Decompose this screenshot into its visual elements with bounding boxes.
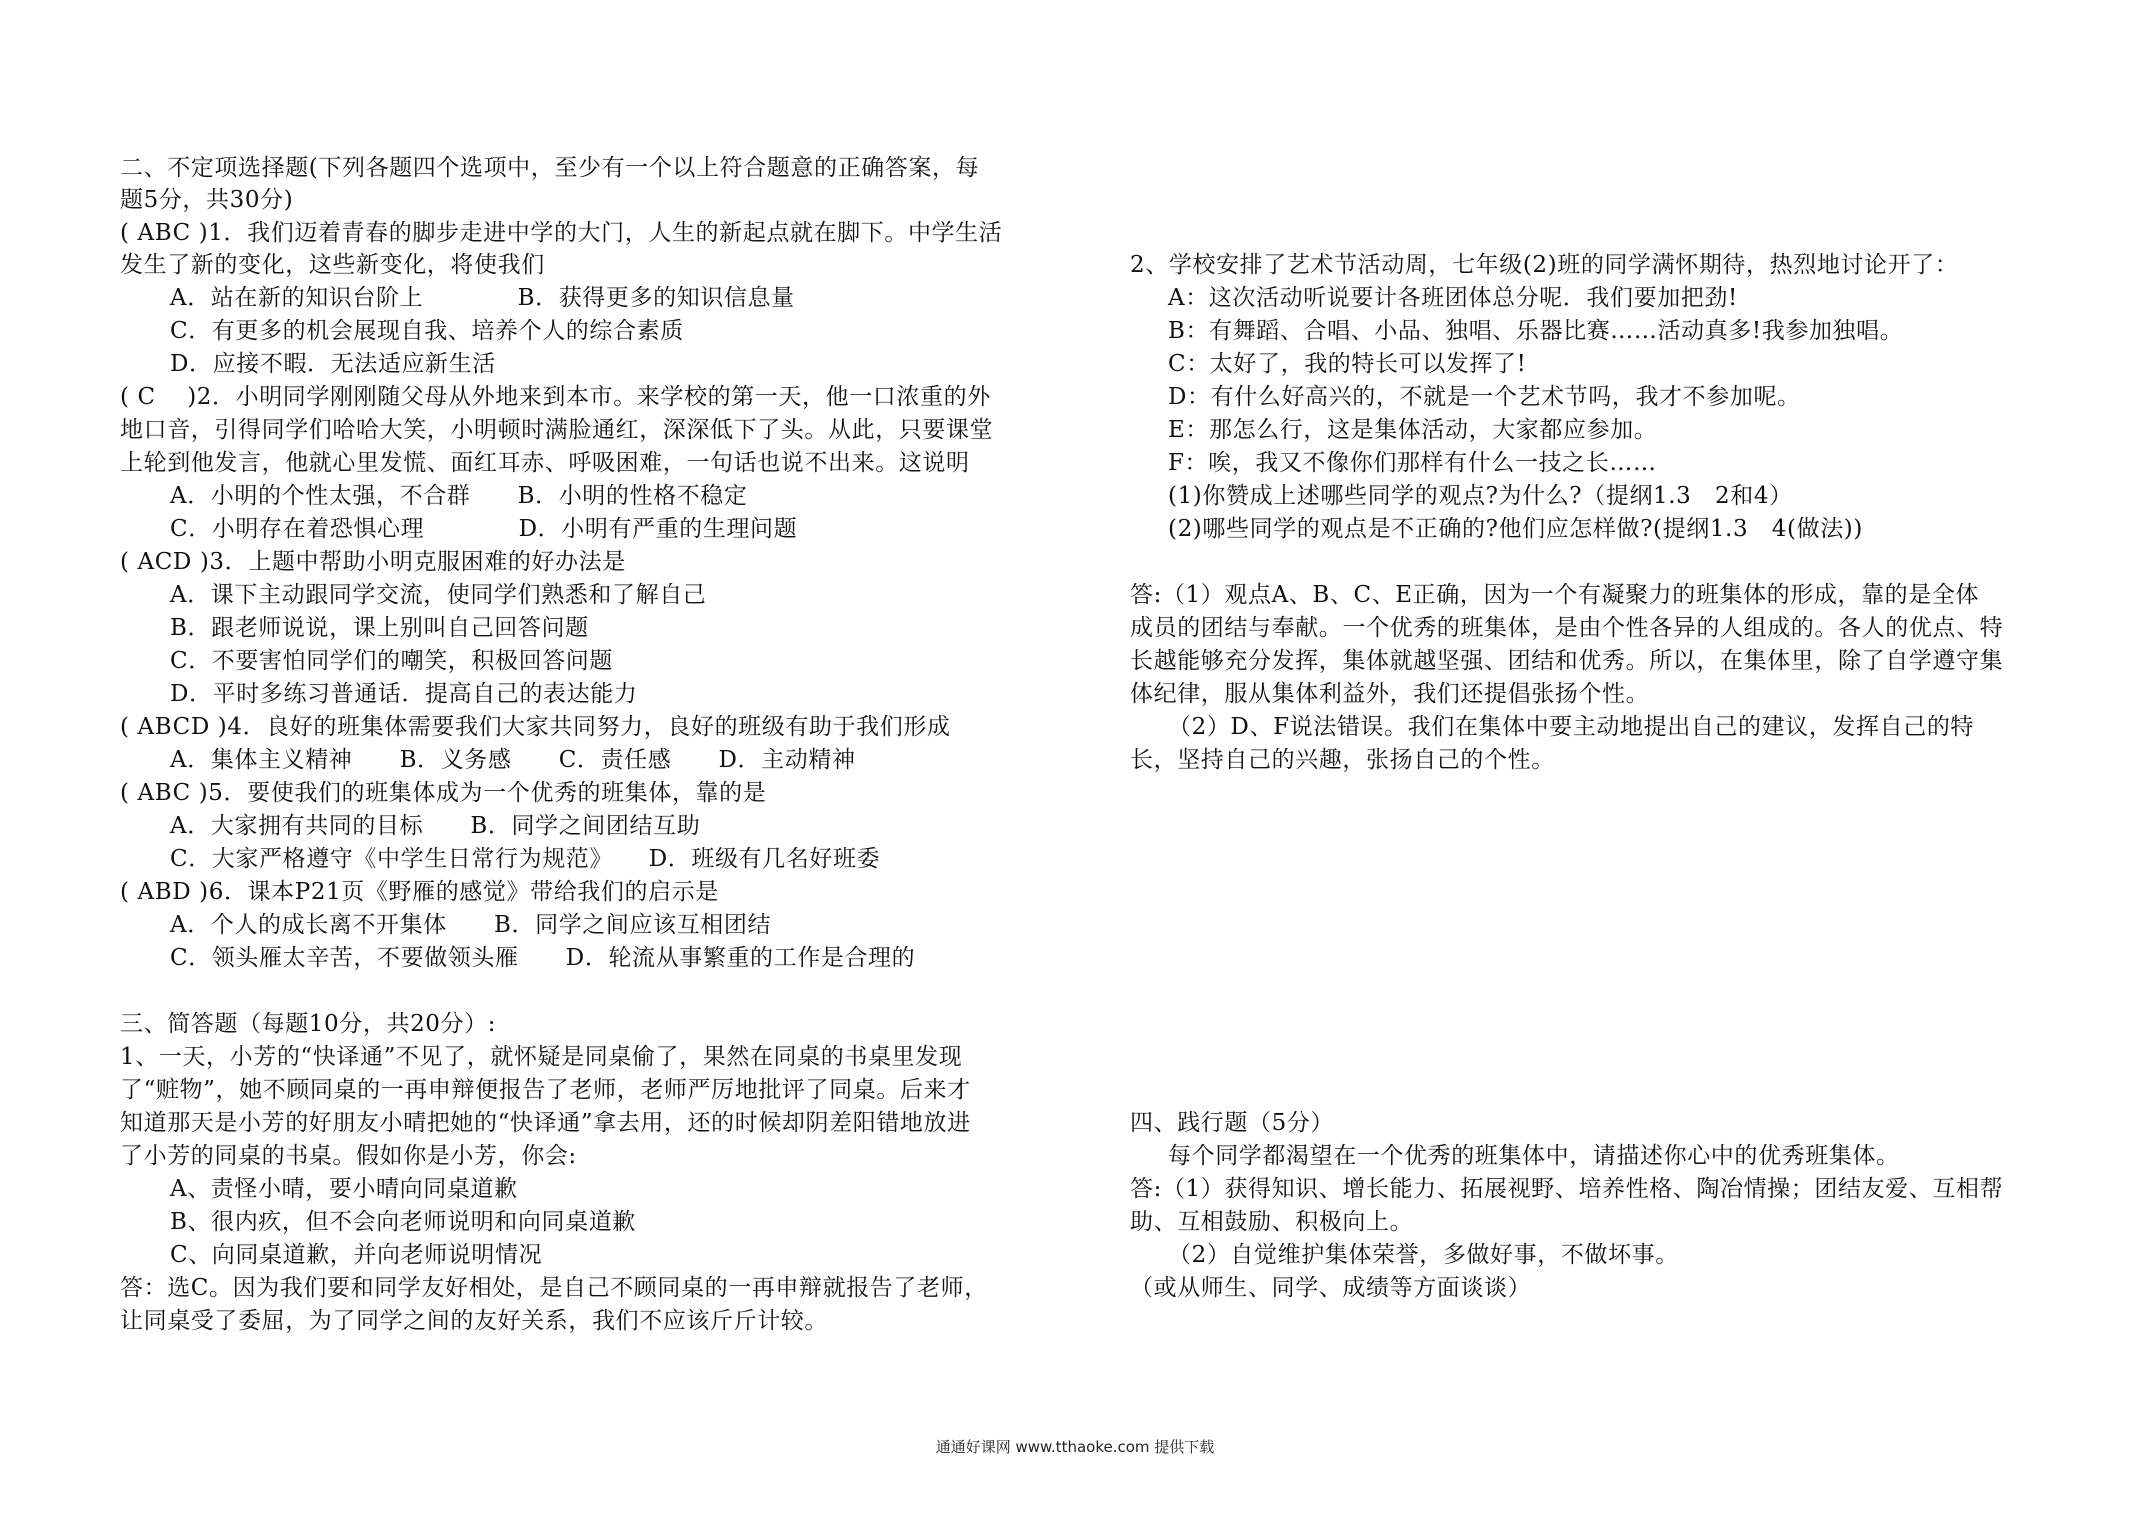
s4-answer-part2: （2）自觉维护集体荣誉，多做好事，不做坏事。 <box>1168 1242 1679 1268</box>
q5-option: C．大家严格遵守《中学生日常行为规范》 D．班级有几名好班委 <box>170 846 881 872</box>
q1-option: D．应接不暇．无法适应新生活 <box>170 351 496 377</box>
q2-answer-part2-cont: 长，坚持自己的兴趣，张扬自己的个性。 <box>1130 747 1555 773</box>
q2-statement: B：有舞蹈、合唱、小品、独唱、乐器比赛……活动真多!我参加独唱。 <box>1168 318 1904 344</box>
q1-stem-cont: 发生了新的变化，这些新变化，将使我们 <box>120 252 545 278</box>
q5-option: A．大家拥有共同的目标 B．同学之间团结互助 <box>170 813 701 839</box>
q6-option: A．个人的成长离不开集体 B．同学之间应该互相团结 <box>170 912 772 938</box>
q2-answer-cont: 长越能够充分发挥，集体就越坚强、团结和优秀。所以，在集体里，除了自学遵守集 <box>1130 648 2004 674</box>
q4-option: A．集体主义精神 B．义务感 C．责任感 D．主动精神 <box>170 747 856 773</box>
q2-discussion-stem: 2、学校安排了艺术节活动周，七年级(2)班的同学满怀期待，热烈地讨论开了： <box>1130 252 1959 278</box>
s3-q1-stem: 1、一天，小芳的“快译通”不见了，就怀疑是同桌偷了，果然在同桌的书桌里发现 <box>120 1044 963 1070</box>
q2-answer-cont: 成员的团结与奉献。一个优秀的班集体，是由个性各异的人组成的。各人的优点、特 <box>1130 615 2004 641</box>
q2-stem: ( C )2．小明同学刚刚随父母从外地来到本市。来学校的第一天，他一口浓重的外 <box>120 384 991 410</box>
q2-option: C．小明存在着恐惧心理 D．小明有严重的生理问题 <box>170 516 798 542</box>
s4-answer-note: （或从师生、同学、成绩等方面谈谈） <box>1130 1275 1532 1301</box>
s4-answer-cont: 助、互相鼓励、积极向上。 <box>1130 1209 1414 1235</box>
q2-statement: E：那怎么行，这是集体活动，大家都应参加。 <box>1168 417 1658 443</box>
q2-answer: 答:（1）观点A、B、C、E正确，因为一个有凝聚力的班集体的形成，靠的是全体 <box>1130 582 1980 608</box>
q3-option: A．课下主动跟同学交流，使同学们熟悉和了解自己 <box>170 582 707 608</box>
footer-credit: 通通好课网 www.tthaoke.com 提供下载 <box>935 1438 1215 1456</box>
section-3-title: 三、简答题（每题10分，共20分）: <box>120 1011 497 1037</box>
q2-answer-cont: 体纪律，服从集体利益外，我们还提倡张扬个性。 <box>1130 681 1650 707</box>
q1-option: C．有更多的机会展现自我、培养个人的综合素质 <box>170 318 684 344</box>
q3-option: B．跟老师说说，课上别叫自己回答问题 <box>170 615 589 641</box>
q2-statement: F：唉，我又不像你们那样有什么一技之长…… <box>1168 450 1657 476</box>
s3-q1-answer-cont: 让同桌受了委屈，为了同学之间的友好关系，我们不应该斤斤计较。 <box>120 1308 828 1334</box>
s3-q1-option: B、很内疚，但不会向老师说明和向同桌道歉 <box>170 1209 636 1235</box>
section-2-title-cont: 题5分，共30分) <box>120 187 294 213</box>
s3-q1-stem-cont: 了“赃物”，她不顾同桌的一再申辩便报告了老师，老师严厉地批评了同桌。后来才 <box>120 1077 971 1103</box>
q3-option: C．不要害怕同学们的嘲笑，积极回答问题 <box>170 648 613 674</box>
q2-stem-cont: 上轮到他发言，他就心里发慌、面红耳赤、呼吸困难，一句话也说不出来。这说明 <box>120 450 970 476</box>
q6-stem: ( ABD )6．课本P21页《野雁的感觉》带给我们的启示是 <box>120 879 719 905</box>
q4-stem: ( ABCD )4．良好的班集体需要我们大家共同努力，良好的班级有助于我们形成 <box>120 714 951 740</box>
q2-option: A．小明的个性太强，不合群 B．小明的性格不稳定 <box>170 483 748 509</box>
q2-stem-cont: 地口音，引得同学们哈哈大笑，小明顿时满脸通红，深深低下了头。从此，只要课堂 <box>120 417 994 443</box>
s3-q1-option: A、责怪小晴，要小晴向同桌道歉 <box>170 1176 518 1202</box>
q1-stem: ( ABC )1．我们迈着青春的脚步走进中学的大门，人生的新起点就在脚下。中学生活 <box>120 220 1003 246</box>
section-4-title: 四、践行题（5分） <box>1130 1110 1335 1136</box>
q2-statement: D：有什么好高兴的，不就是一个艺术节吗，我才不参加呢。 <box>1168 384 1801 410</box>
q2-prompt: (1)你赞成上述哪些同学的观点?为什么?（提纲1.3 2和4） <box>1168 483 1793 509</box>
s3-q1-answer: 答：选C。因为我们要和同学友好相处，是自己不顾同桌的一再申辩就报告了老师， <box>120 1275 988 1301</box>
s4-answer: 答:（1）获得知识、增长能力、拓展视野、培养性格、陶冶情操；团结友爱、互相帮 <box>1130 1176 2004 1202</box>
q2-statement: C：太好了，我的特长可以发挥了! <box>1168 351 1527 377</box>
section-2-title: 二、不定项选择题(下列各题四个选项中，至少有一个以上符合题意的正确答案，每 <box>120 155 980 181</box>
q6-option: C．领头雁太辛苦，不要做领头雁 D．轮流从事繁重的工作是合理的 <box>170 945 916 971</box>
q1-option: A．站在新的知识台阶上 B．获得更多的知识信息量 <box>170 285 795 311</box>
s4-question: 每个同学都渴望在一个优秀的班集体中，请描述你心中的优秀班集体。 <box>1168 1143 1900 1169</box>
q2-statement: A：这次活动听说要计各班团体总分呢．我们要加把劲! <box>1168 285 1738 311</box>
q2-answer-part2: （2）D、F说法错误。我们在集体中要主动地提出自己的建议，发挥自己的特 <box>1168 714 1975 740</box>
s3-q1-option: C、向同桌道歉，并向老师说明情况 <box>170 1242 543 1268</box>
q2-prompt: (2)哪些同学的观点是不正确的?他们应怎样做?(提纲1.3 4(做法)) <box>1168 516 1863 542</box>
s3-q1-stem-cont: 了小芳的同桌的书桌。假如你是小芳，你会: <box>120 1143 577 1169</box>
q3-stem: ( ACD )3．上题中帮助小明克服困难的好办法是 <box>120 549 626 575</box>
s3-q1-stem-cont: 知道那天是小芳的好朋友小晴把她的“快译通”拿去用，还的时候却阴差阳错地放进 <box>120 1110 971 1136</box>
q3-option: D．平时多练习普通话．提高自己的表达能力 <box>170 681 638 707</box>
q5-stem: ( ABC )5．要使我们的班集体成为一个优秀的班集体，靠的是 <box>120 780 767 806</box>
